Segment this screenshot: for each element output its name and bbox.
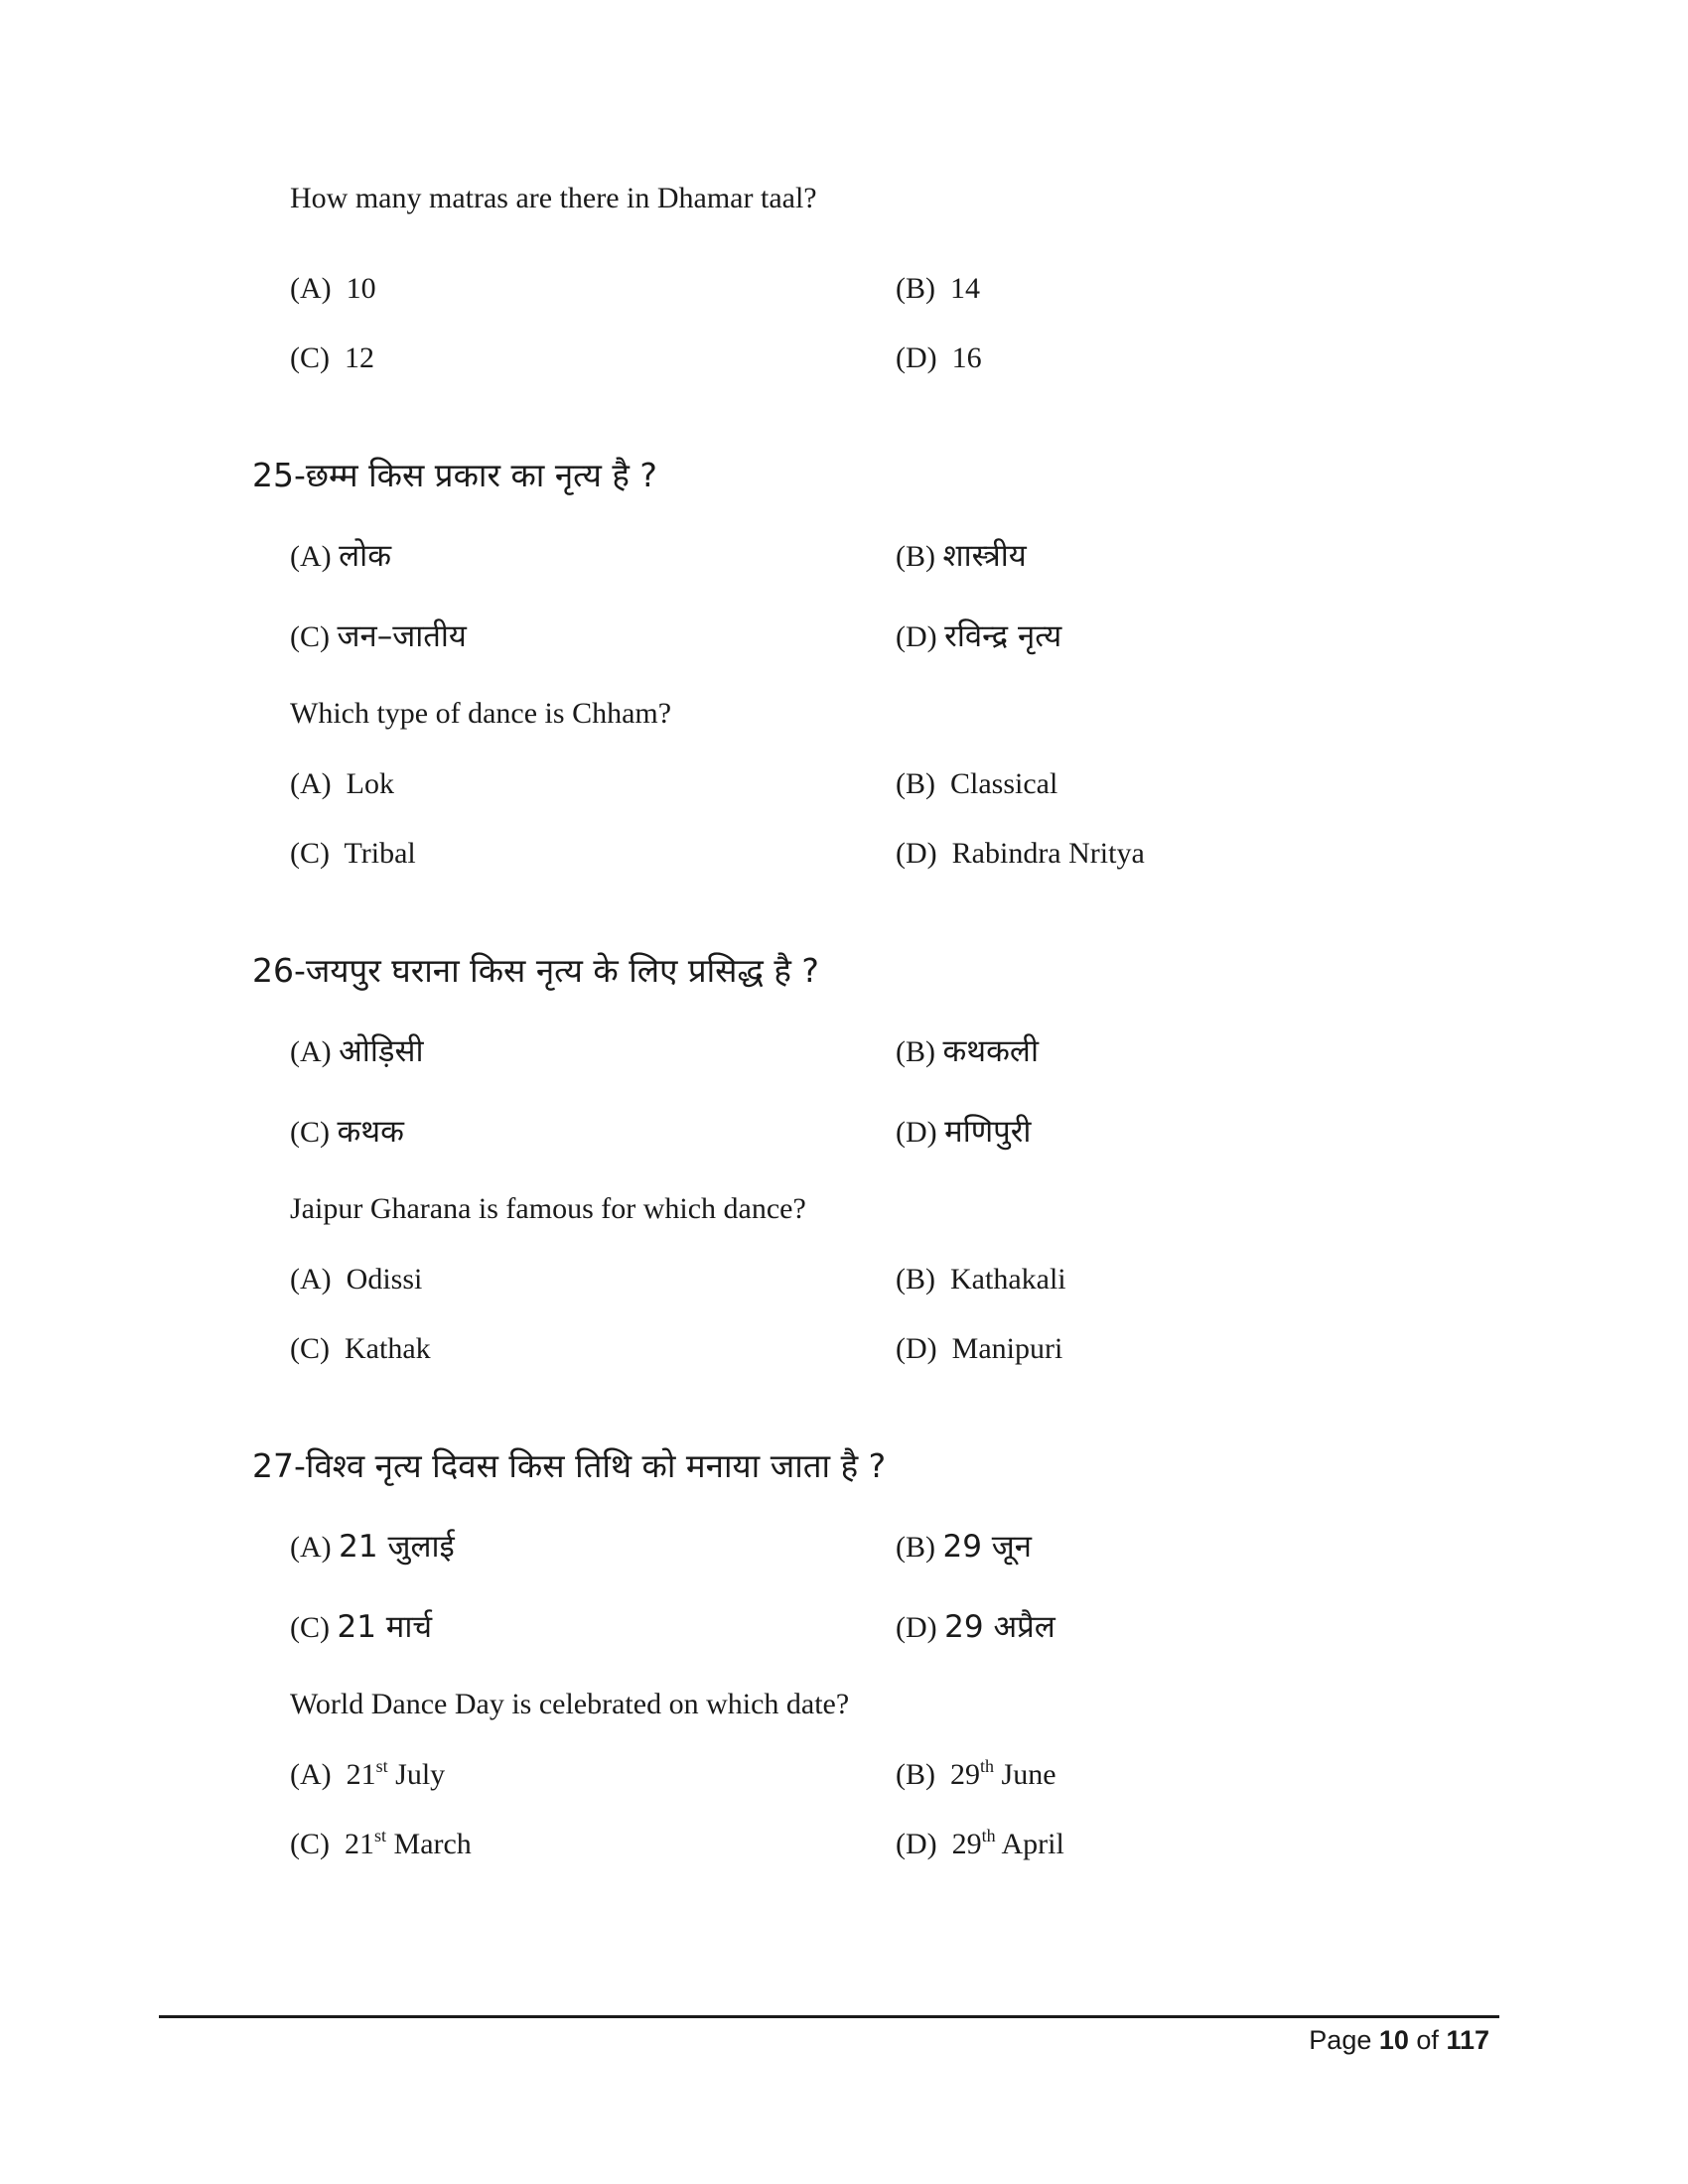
option-b-hindi	[896, 1527, 1032, 1568]
option-text: शास्त्रीय	[942, 538, 1027, 574]
option-month: March	[386, 1828, 472, 1860]
option-text: 21 मार्च	[337, 1609, 433, 1645]
question-english: World Dance Day is celebrated on which date?	[290, 1688, 850, 1720]
option-letter: (B)	[896, 1531, 935, 1564]
option-letter: (D)	[896, 1116, 937, 1149]
option-letter: (B)	[896, 1035, 935, 1068]
option-text: Lok	[346, 767, 394, 800]
current-page: 10	[1378, 2025, 1409, 2055]
option-letter: (D)	[896, 1611, 937, 1644]
option-letter: (D)	[896, 341, 937, 374]
option-letter: (D)	[896, 620, 937, 653]
option-letter: (C)	[290, 341, 330, 374]
option-a	[290, 1755, 445, 1795]
option-letter: (C)	[290, 620, 330, 653]
option-b	[896, 1260, 1066, 1299]
option-d	[896, 339, 982, 378]
option-d	[896, 1329, 1062, 1369]
option-number: 21	[346, 1758, 376, 1791]
question-hindi: 26-जयपुर घराना किस नृत्य के लिए प्रसिद्ध है ?	[252, 951, 819, 990]
option-c	[290, 339, 374, 378]
footer-divider	[159, 2015, 1499, 2018]
option-letter: (D)	[896, 1828, 937, 1860]
option-letter: (C)	[290, 837, 330, 870]
option-text: Kathak	[345, 1332, 431, 1365]
page-number	[1309, 2022, 1489, 2058]
option-text: ओड़िसी	[339, 1033, 424, 1069]
option-letter: (C)	[290, 1828, 330, 1860]
option-letter: (C)	[290, 1332, 330, 1365]
option-c-hindi	[290, 616, 467, 657]
option-letter: (A)	[290, 1531, 332, 1564]
option-letter: (A)	[290, 1035, 332, 1068]
option-letter: (A)	[290, 272, 332, 305]
option-letter: (B)	[896, 1263, 935, 1296]
option-letter: (D)	[896, 837, 937, 870]
option-text: 21 जुलाई	[339, 1529, 455, 1565]
option-d	[896, 1825, 1064, 1864]
option-text: 10	[346, 272, 376, 305]
option-text: 16	[951, 341, 982, 374]
option-d-hindi	[896, 1607, 1055, 1648]
option-text: Odissi	[346, 1263, 423, 1296]
option-letter: (A)	[290, 767, 332, 800]
option-text: Tribal	[344, 837, 416, 870]
option-c	[290, 834, 416, 874]
ordinal-suffix: th	[980, 1756, 995, 1776]
option-text: 14	[950, 272, 980, 305]
question-hindi: 27-विश्व नृत्य दिवस किस तिथि को मनाया जाता है ?	[252, 1446, 887, 1485]
option-b-hindi	[896, 536, 1027, 577]
option-letter: (C)	[290, 1611, 330, 1644]
option-number: 29	[950, 1758, 980, 1791]
page-prefix: Page	[1309, 2025, 1379, 2055]
ordinal-suffix: th	[981, 1826, 996, 1845]
option-d-hindi	[896, 616, 1061, 657]
option-text: जन–जातीय	[337, 618, 467, 654]
option-text: मणिपुरी	[944, 1114, 1032, 1150]
option-text: रविन्द्र नृत्य	[944, 618, 1062, 654]
question-text: How many matras are there in Dhamar taal?	[290, 182, 817, 214]
option-a-hindi	[290, 1527, 455, 1568]
option-d-hindi	[896, 1112, 1031, 1153]
option-text: Manipuri	[951, 1332, 1063, 1365]
option-text: Rabindra Nritya	[951, 837, 1145, 870]
option-a	[290, 269, 376, 309]
option-c-hindi	[290, 1607, 432, 1648]
option-text: लोक	[339, 538, 392, 574]
option-letter: (B)	[896, 1758, 935, 1791]
option-letter: (A)	[290, 540, 332, 573]
option-c	[290, 1825, 472, 1864]
option-month: July	[387, 1758, 446, 1791]
option-letter: (A)	[290, 1263, 332, 1296]
option-b-hindi	[896, 1031, 1039, 1072]
option-a-hindi	[290, 536, 391, 577]
option-text: Classical	[950, 767, 1058, 800]
option-text: 12	[345, 341, 374, 374]
option-month: April	[995, 1828, 1064, 1860]
total-pages: 117	[1446, 2025, 1489, 2055]
option-b	[896, 269, 980, 309]
option-text: 29 अप्रैल	[944, 1609, 1055, 1645]
page-middle: of	[1408, 2025, 1447, 2055]
question-english: Which type of dance is Chham?	[290, 697, 672, 730]
option-letter: (D)	[896, 1332, 937, 1365]
option-b	[896, 764, 1057, 804]
option-number: 21	[345, 1828, 374, 1860]
option-a	[290, 1260, 422, 1299]
option-d	[896, 834, 1145, 874]
option-a	[290, 764, 394, 804]
option-letter: (B)	[896, 540, 935, 573]
question-english: Jaipur Gharana is famous for which dance?	[290, 1192, 806, 1225]
option-a-hindi	[290, 1031, 423, 1072]
option-number: 29	[951, 1828, 982, 1860]
option-letter: (B)	[896, 272, 935, 305]
option-month: June	[994, 1758, 1056, 1791]
option-letter: (C)	[290, 1116, 330, 1149]
option-text: 29 जून	[942, 1529, 1033, 1565]
option-text: कथक	[337, 1114, 404, 1150]
option-letter: (B)	[896, 767, 935, 800]
ordinal-suffix: st	[374, 1826, 387, 1845]
question-hindi: 25-छम्म किस प्रकार का नृत्य है ?	[252, 456, 657, 494]
option-b	[896, 1755, 1056, 1795]
option-c	[290, 1329, 431, 1369]
option-text: कथकली	[942, 1033, 1039, 1069]
option-text: Kathakali	[950, 1263, 1066, 1296]
option-letter: (A)	[290, 1758, 332, 1791]
option-c-hindi	[290, 1112, 404, 1153]
ordinal-suffix: st	[375, 1756, 388, 1776]
